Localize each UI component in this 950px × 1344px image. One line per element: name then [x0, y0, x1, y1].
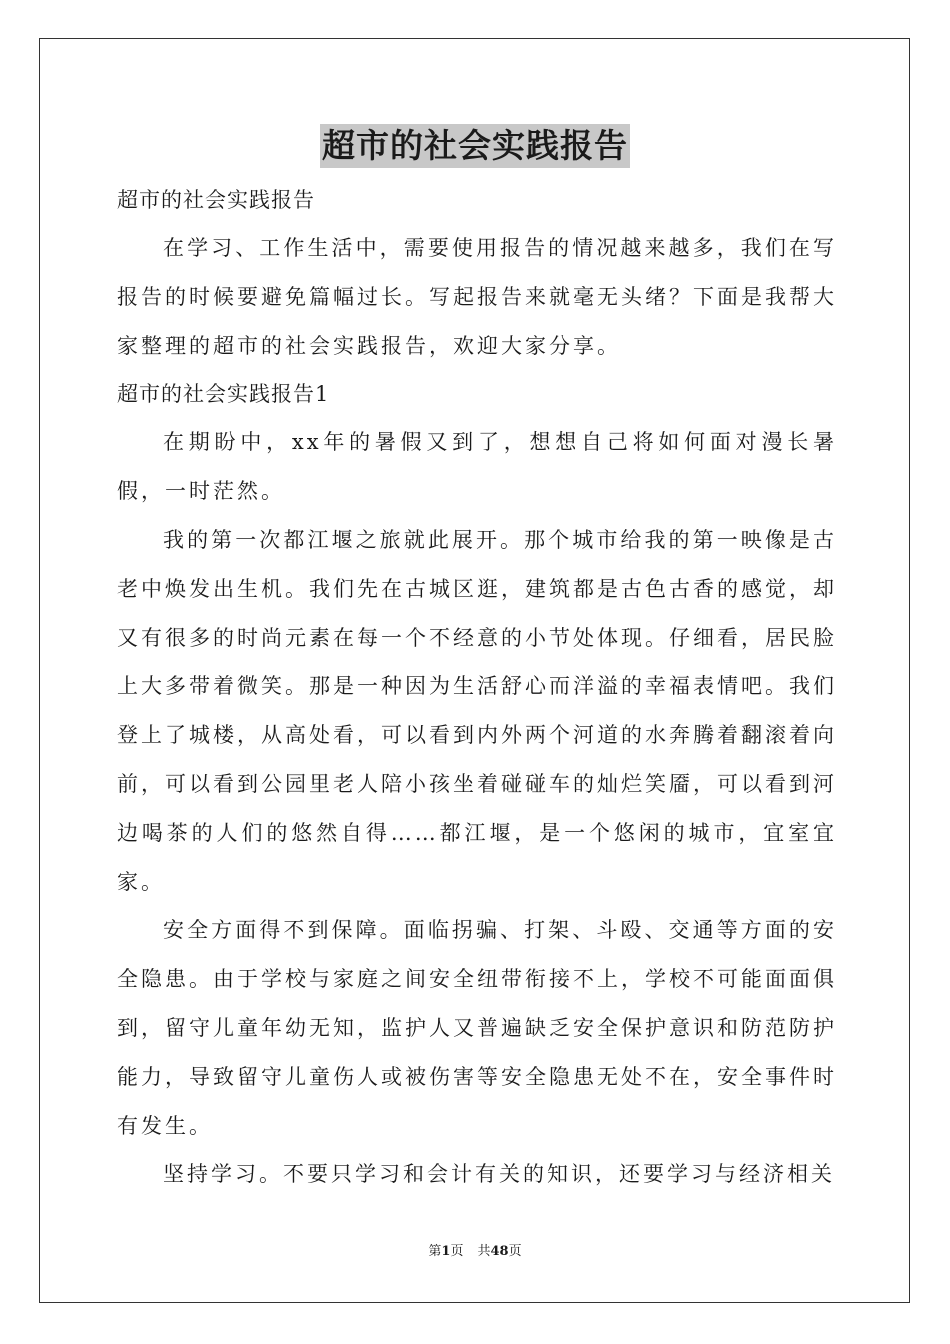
document-body — [117, 176, 837, 1199]
document-title: 超市的社会实践报告 — [320, 124, 630, 168]
total-pages: 48 — [490, 1244, 509, 1259]
page-suffix: 页 — [450, 1244, 464, 1259]
total-prefix: 共 — [477, 1244, 491, 1259]
body-paragraph: 安全方面得不到保障。面临拐骗、打架、斗殴、交通等方面的安全隐患。由于学校与家庭之间安全纽带衔接不上，学校不可能面面俱到，留守儿童年幼无知，监护人又普遍缺乏安全保护意识和防范防护能力，导致留守儿童伤人或被伤害等安全隐患无处不在，安全事件时有发生。 — [117, 918, 837, 1138]
body-paragraph: 坚持学习。不要只学习和会计有关的知识，还要学习与经济相关 — [163, 1162, 835, 1187]
page-footer — [0, 1243, 950, 1261]
page-prefix: 第 — [428, 1244, 442, 1259]
title-area — [0, 124, 950, 168]
section-heading: 超市的社会实践报告1 — [117, 382, 330, 407]
page-number: 1 — [441, 1244, 451, 1259]
subtitle-paragraph: 超市的社会实践报告 — [117, 188, 315, 212]
body-paragraph: 在期盼中，xx年的暑假又到了，想想自己将如何面对漫长暑假，一时茫然。 — [117, 430, 837, 504]
intro-paragraph: 在学习、工作生活中，需要使用报告的情况越来越多，我们在写报告的时候要避免篇幅过长。写起报告来就毫无头绪？下面是我帮大家整理的超市的社会实践报告，欢迎大家分享。 — [117, 236, 837, 358]
body-paragraph: 我的第一次都江堰之旅就此展开。那个城市给我的第一映像是古老中焕发出生机。我们先在古城区逛，建筑都是古色古香的感觉，却又有很多的时尚元素在每一个不经意的小节处体现。仔细看，居民脸上大多带着微笑。那是一种因为生活舒心而洋溢的幸福表情吧。我们登上了城楼，从高处看，可以看到内外两个河道的水奔腾着翻滚着向前，可以看到公园里老人陪小孩坐着碰碰车的灿烂笑靥，可以看到河边喝茶的人们的悠然自得……都江堰，是一个悠闲的城市，宜室宜家。 — [117, 527, 837, 894]
total-suffix: 页 — [508, 1244, 522, 1259]
